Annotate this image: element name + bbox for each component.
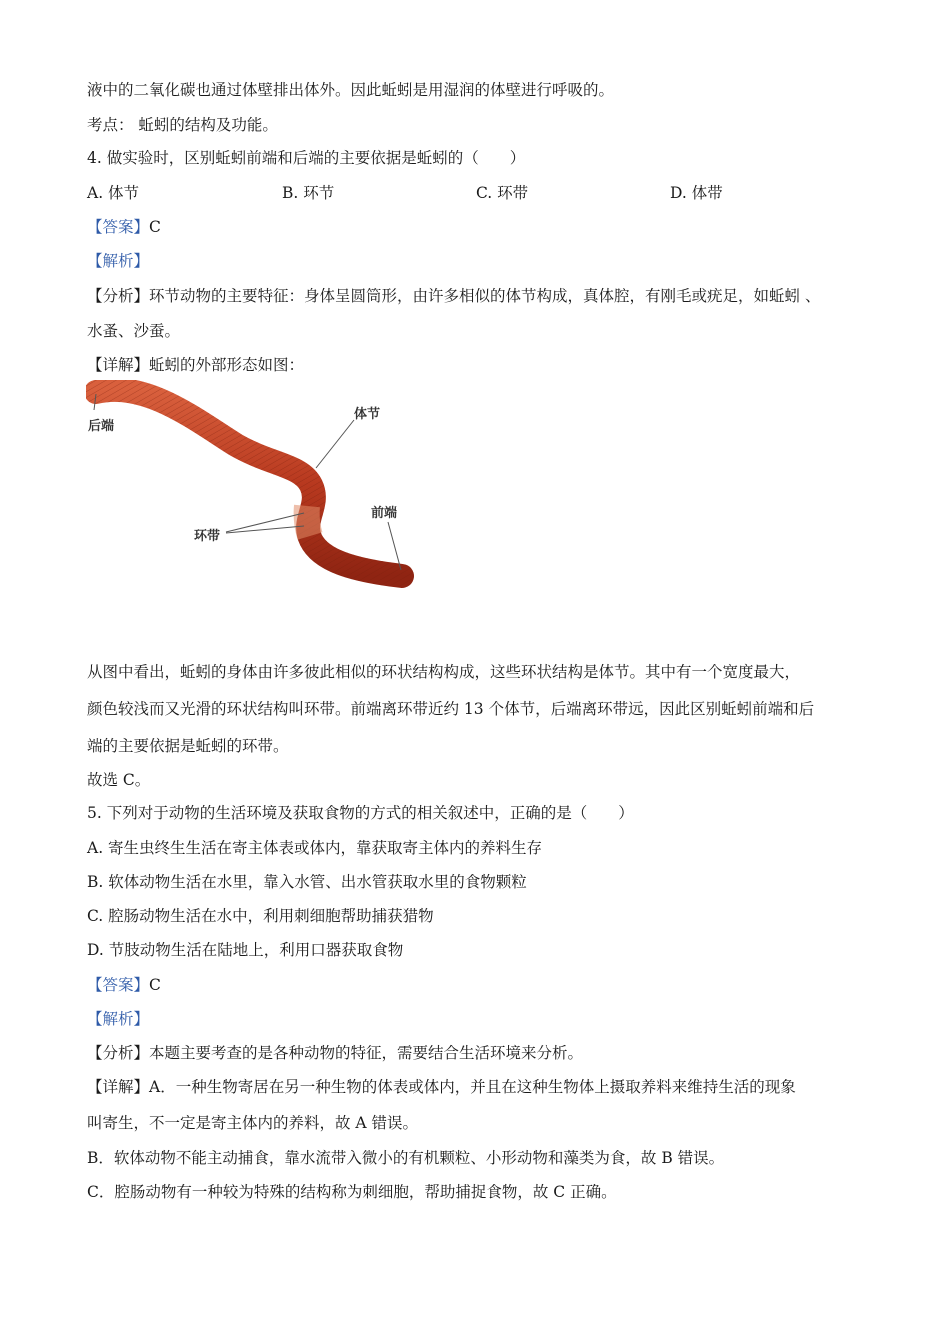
answer-tag: 【答案】 bbox=[87, 976, 150, 994]
answer-value: C bbox=[149, 218, 161, 236]
option-a: A. 寄生虫终生生活在寄主体表或体内，靠获取寄主体内的养料生存 bbox=[87, 839, 543, 857]
analysis-line bbox=[87, 1009, 149, 1029]
fenxi-tag: 【分析】 bbox=[87, 1044, 150, 1062]
option-b: B. 软体动物生活在水里，靠入水管、出水管获取水里的食物颗粒 bbox=[87, 873, 527, 891]
fenxi-line bbox=[87, 1043, 583, 1063]
answer-line bbox=[87, 217, 161, 237]
fenxi-line bbox=[87, 286, 820, 306]
question-4: 4. 做实验时，区别蚯蚓前端和后端的主要依据是蚯蚓的（ ） bbox=[87, 149, 526, 167]
detail-tag: 【详解】 bbox=[87, 1078, 150, 1096]
answer-value: C bbox=[149, 976, 161, 994]
text-line: 叫寄生，不一定是寄主体内的养料，故 A 错误。 bbox=[87, 1114, 419, 1132]
option-c: C. 环带 bbox=[476, 184, 529, 202]
option-c: C. 腔肠动物生活在水中，利用刺细胞帮助捕获猎物 bbox=[87, 907, 434, 925]
detail-text: A．一种生物寄居在另一种生物的体表或体内，并且在这种生物体上摄取养料来维持生活的现象 bbox=[149, 1078, 796, 1096]
fenxi-text: 本题主要考查的是各种动物的特征，需要结合生活环境来分析。 bbox=[149, 1044, 584, 1062]
analysis-tag: 【解析】 bbox=[87, 252, 150, 270]
fenxi-tag: 【分析】 bbox=[87, 287, 150, 305]
analysis-line bbox=[87, 251, 149, 271]
label-segment: 体节 bbox=[354, 407, 381, 422]
option-b: B. 环节 bbox=[282, 184, 335, 202]
text-line: 故选 C。 bbox=[87, 771, 151, 789]
text-line: 颜色较浅而又光滑的环状结构叫环带。前端离环带近约 13 个体节，后端离环带远，因此区别蚯蚓前端和后 bbox=[87, 700, 815, 718]
text-line: 液中的二氧化碳也通过体壁排出体外。因此蚯蚓是用湿润的体壁进行呼吸的。 bbox=[87, 81, 615, 99]
answer-line bbox=[87, 975, 161, 995]
answer-tag: 【答案】 bbox=[87, 218, 150, 236]
label-front-end: 前端 bbox=[371, 506, 398, 521]
option-a: A. 体节 bbox=[87, 184, 140, 202]
label-rear-end: 后端 bbox=[88, 419, 115, 434]
earthworm-figure bbox=[86, 380, 416, 590]
label-clitellum: 环带 bbox=[194, 529, 221, 544]
text-line: C．腔肠动物有一种较为特殊的结构称为刺细胞，帮助捕捉食物，故 C 正确。 bbox=[87, 1183, 617, 1201]
option-d: D. 体带 bbox=[670, 184, 723, 202]
fenxi-text: 环节动物的主要特征：身体呈圆筒形，由许多相似的体节构成，真体腔，有刚毛或疣足，如蚯蚓 、 bbox=[149, 287, 821, 305]
text-line: 水蚤、沙蚕。 bbox=[87, 322, 181, 340]
text-line: 从图中看出，蚯蚓的身体由许多彼此相似的环状结构构成，这些环状结构是体节。其中有一个宽度最大， bbox=[87, 663, 801, 681]
detail-tag: 【详解】 bbox=[87, 356, 150, 374]
detail-text: 蚯蚓的外部形态如图： bbox=[149, 356, 305, 374]
clitellum-band bbox=[307, 506, 310, 536]
text-line: B．软体动物不能主动捕食，靠水流带入微小的有机颗粒、小形动物和藻类为食，故 B 错误。 bbox=[87, 1149, 725, 1167]
analysis-tag: 【解析】 bbox=[87, 1010, 150, 1028]
earthworm-illustration bbox=[86, 380, 416, 590]
text-line: 考点： 蚯蚓的结构及功能。 bbox=[87, 116, 278, 134]
text-line: 端的主要依据是蚯蚓的环带。 bbox=[87, 737, 289, 755]
option-d: D. 节肢动物生活在陆地上，利用口器获取食物 bbox=[87, 941, 404, 959]
detail-line bbox=[87, 1077, 796, 1097]
question-4-options bbox=[87, 183, 887, 203]
question-5: 5. 下列对于动物的生活环境及获取食物的方式的相关叙述中，正确的是（ ） bbox=[87, 804, 634, 822]
detail-line bbox=[87, 355, 304, 375]
